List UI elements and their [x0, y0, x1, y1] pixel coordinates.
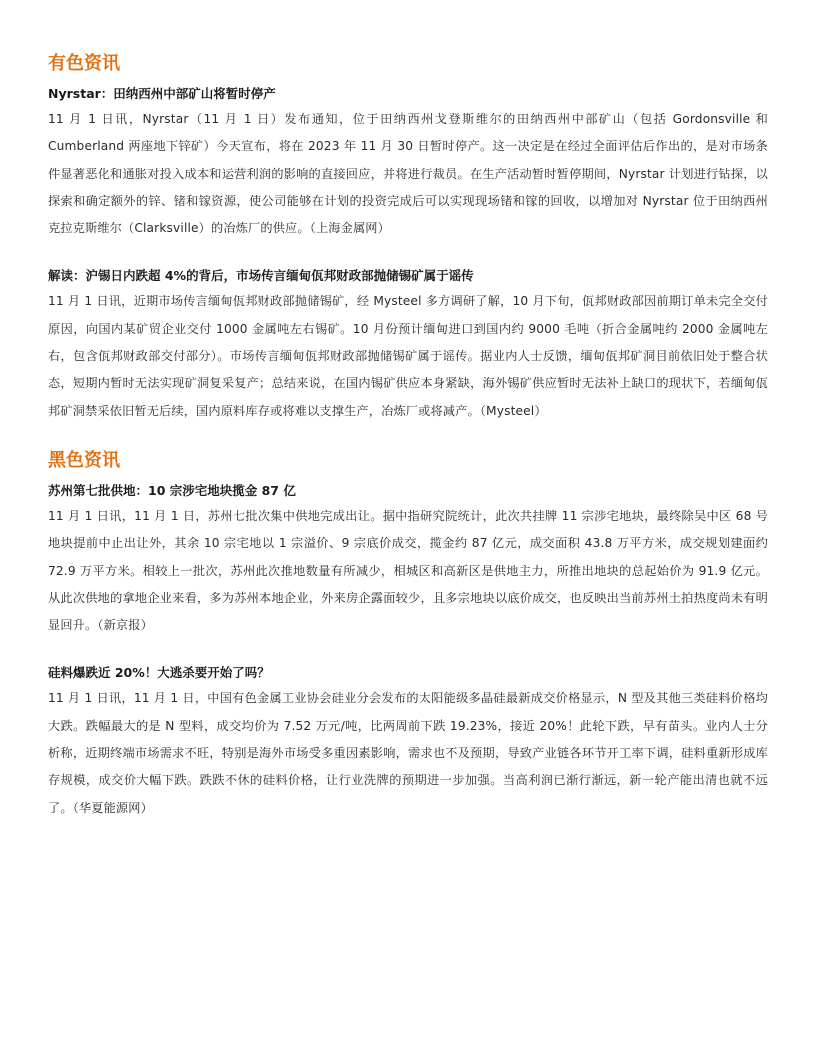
document-page	[48, 50, 768, 822]
article-body: 11 月 1 日讯，近期市场传言缅甸佤邦财政部抛储锡矿，经 Mysteel 多方调研了解，10 月下旬，佤邦财政部因前期订单未完全交付原因，向国内某矿贸企业交付 1000 金属吨左右锡矿。10 月份预计缅甸进口到国内约 9000 毛吨（折合金属吨约 2000 金属吨左右，包含佤邦财政部交付部分）。市场传言缅甸佤邦财政部抛储锡矿属于谣传。据业内人士反馈，缅甸佤邦矿洞目前依旧处于整合状态，短期内暂时无法实现矿洞复采复产；总结来说，在国内锡矿供应本身紧缺，海外锡矿供应暂时无法补上缺口的现状下，若缅甸佤邦矿洞禁采依旧暂无后续，国内原料库存或将难以支撑生产，冶炼厂或将减产。（Mysteel）	[48, 294, 768, 418]
article-silicon-price	[48, 663, 768, 821]
article-tin-rumor	[48, 266, 768, 424]
article-title: 解读：沪锡日内跌超 4%的背后，市场传言缅甸佤邦财政部抛储锡矿属于谣传	[48, 268, 474, 284]
section-nonferrous-news	[48, 50, 768, 425]
article-title: 苏州第七批供地：10 宗涉宅地块揽金 87 亿	[48, 482, 296, 498]
article-body: 11 月 1 日讯，Nyrstar（11 月 1 日）发布通知，位于田纳西州戈登斯维尔的田纳西州中部矿山（包括 Gordonsville 和 Cumberland 两座地下锌矿）今天宣布，将在 2023 年 11 月 30 日暂时停产。这一决定是在经过全面评估后作出的，是对市场条件显著恶化和通胀对投入成本和运营利润的影响的直接回应，并将进行裁员。在生产活动暂时暂停期间，Nyrstar 计划进行钻探，以探索和确定额外的锌、锗和镓资源，使公司能够在计划的投资完成后可以实现现场锗和镓的回收，以增加对 Nyrstar 位于田纳西州克拉克斯维尔（Clarksville）的冶炼厂的供应。（上海金属网）	[48, 112, 768, 236]
article-body: 11 月 1 日讯，11 月 1 日，中国有色金属工业协会硅业分会发布的太阳能级多晶硅最新成交价格显示，N 型及其他三类硅料价格均大跌。跌幅最大的是 N 型料，成交均价为 7.52 万元/吨，比两周前下跌 19.23%，接近 20%！此轮下跌，早有苗头。业内人士分析称，近期终端市场需求不旺，特别是海外市场受多重因素影响，需求也不及预期，导致产业链各环节开工率下调，硅料重新形成库存规模，成交价大幅下跌。跌跌不休的硅料价格，让行业洗牌的预期进一步加强。当高利润已渐行渐远，新一轮产能出清也就不远了。（华夏能源网）	[48, 691, 768, 815]
article-title: 硅料爆跌近 20%！大逃杀要开始了吗？	[48, 665, 270, 681]
section-ferrous-news	[48, 447, 768, 822]
article-title: Nyrstar：田纳西州中部矿山将暂时停产	[48, 86, 276, 101]
article-suzhou-land	[48, 481, 768, 639]
article-nyrstar	[48, 84, 768, 242]
section-title: 黑色资讯	[48, 449, 120, 471]
article-body: 11 月 1 日讯，11 月 1 日，苏州七批次集中供地完成出让。据中指研究院统计，此次共挂牌 11 宗涉宅地块，最终除吴中区 68 号地块提前中止出让外，其余 10 宗宅地以 1 宗溢价、9 宗底价成交，揽金约 87 亿元，成交面积 43.8 万平方米，成交规划建面约 72.9 万平方米。相较上一批次，苏州此次推地数量有所减少，相城区和高新区是供地主力，所推出地块的总起始价为 91.9 亿元。从此次供地的拿地企业来看，多为苏州本地企业，外来房企露面较少，且多宗地块以底价成交，也反映出当前苏州土拍热度尚未有明显回升。（新京报）	[48, 508, 768, 633]
section-title: 有色资讯	[48, 53, 120, 74]
